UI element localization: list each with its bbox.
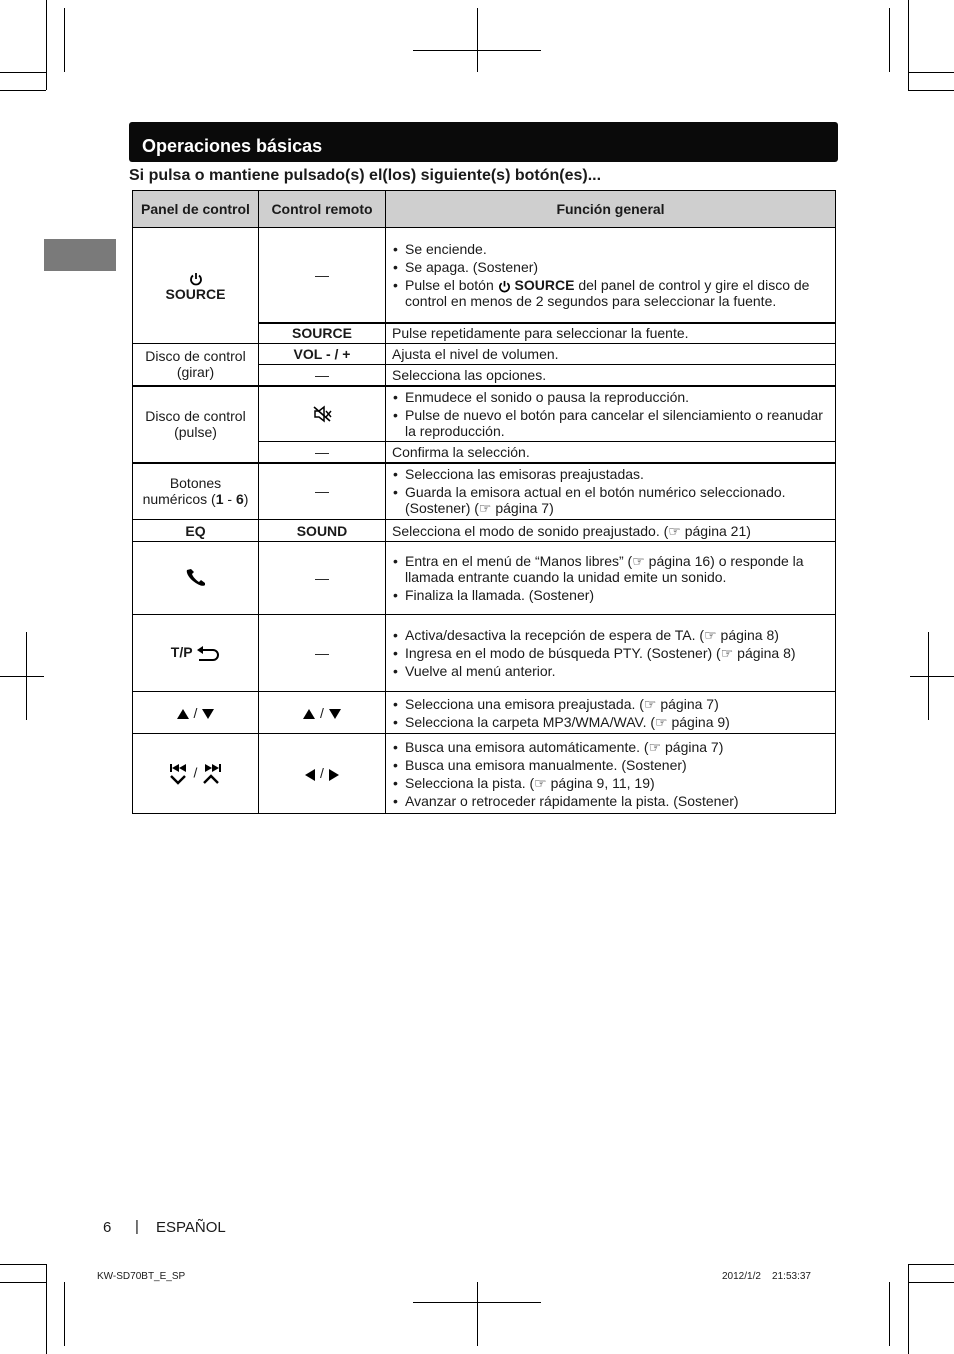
section-banner bbox=[129, 122, 838, 162]
list-item: • Guarda la emisora actual en el botón numérico seleccionado. (Sostener) (☞ página 7) bbox=[405, 484, 829, 516]
num-dash: - bbox=[223, 491, 236, 508]
list-item: • Selecciona las emisoras preajustadas. bbox=[405, 466, 829, 482]
function-cell bbox=[386, 228, 836, 323]
arrow-separator: / bbox=[320, 704, 324, 721]
list-item: • Avanzar o retroceder rápidamente la pista. (Sostener) bbox=[405, 793, 829, 809]
header-remote: Control remoto bbox=[259, 191, 386, 228]
function-cell: Confirma la selección. bbox=[386, 442, 836, 463]
remote-updown bbox=[259, 692, 386, 734]
panel-source-label: SOURCE bbox=[165, 285, 226, 302]
num-close: ) bbox=[243, 491, 249, 508]
function-cell bbox=[386, 734, 836, 814]
panel-numeric-label: Botones numéricos ( bbox=[142, 475, 222, 508]
right-arrow-icon bbox=[328, 768, 340, 782]
back-icon bbox=[196, 646, 220, 662]
function-cell bbox=[386, 463, 836, 520]
next-track-icon bbox=[201, 763, 223, 785]
remote-dash: — bbox=[259, 228, 386, 323]
list-item: • Busca una emisora manualmente. (Sostener) bbox=[405, 757, 829, 773]
remote-dash: — bbox=[259, 442, 386, 463]
list-item-text: Pulse el botón bbox=[405, 276, 494, 293]
table-row bbox=[133, 520, 836, 542]
table-row bbox=[133, 542, 836, 615]
num-6: 6 bbox=[235, 491, 244, 508]
function-cell: Selecciona las opciones. bbox=[386, 365, 836, 386]
left-arrow-icon bbox=[304, 768, 316, 782]
section-tab bbox=[44, 239, 116, 271]
down-arrow-icon bbox=[328, 708, 342, 720]
up-arrow-icon bbox=[302, 708, 316, 720]
panel-dial-press: Disco de control (pulse) bbox=[133, 386, 259, 463]
power-icon bbox=[498, 280, 511, 293]
arrow-separator: / bbox=[193, 764, 198, 781]
phone-icon bbox=[184, 568, 208, 588]
function-cell bbox=[386, 615, 836, 692]
table-row bbox=[133, 386, 836, 442]
list-item: • Vuelve al menú anterior. bbox=[405, 663, 829, 679]
remote-dash: — bbox=[259, 615, 386, 692]
list-item: • Pulse de nuevo el botón para cancelar el silenciamiento o reanudar la reproducción. bbox=[405, 407, 829, 439]
up-arrow-icon bbox=[176, 708, 190, 720]
down-arrow-icon bbox=[201, 708, 215, 720]
list-item: • Selecciona la carpeta MP3/WMA/WAV. (☞ página 9) bbox=[405, 714, 829, 730]
list-item bbox=[405, 277, 829, 309]
page-number: 6 bbox=[103, 1219, 112, 1236]
list-item-text: del panel de control y gire el disco de control en menos de 2 segundos para seleccionar la fuente. bbox=[405, 276, 810, 309]
file-code: KW-SD70BT_E_SP bbox=[97, 1271, 186, 1282]
header-function: Función general bbox=[386, 191, 836, 228]
arrow-separator: / bbox=[193, 704, 198, 721]
panel-tp bbox=[133, 615, 259, 692]
list-item: • Entra en el menú de “Manos libres” (☞ página 16) o responde la llamada entrante cuando la unidad emite un sonido. bbox=[405, 553, 829, 585]
list-item: • Se apaga. (Sostener) bbox=[405, 259, 829, 275]
panel-numeric bbox=[133, 463, 259, 520]
operations-table bbox=[132, 190, 836, 814]
table-header-row bbox=[133, 191, 836, 228]
tp-label: T/P bbox=[170, 644, 193, 661]
list-item: • Activa/desactiva la recepción de espera de TA. (☞ página 8) bbox=[405, 627, 829, 643]
list-item: • Selecciona una emisora preajustada. (☞ página 7) bbox=[405, 696, 829, 712]
panel-phone bbox=[133, 542, 259, 615]
function-cell bbox=[386, 386, 836, 442]
remote-dash: — bbox=[259, 542, 386, 615]
remote-sound: SOUND bbox=[259, 520, 386, 542]
table-heading: Si pulsa o mantiene pulsado(s) el(los) siguiente(s) botón(es)... bbox=[129, 167, 602, 184]
page-separator: | bbox=[135, 1218, 139, 1235]
table-row bbox=[133, 692, 836, 734]
function-cell bbox=[386, 692, 836, 734]
panel-updown bbox=[133, 692, 259, 734]
function-cell: Selecciona el modo de sonido preajustado. (☞ página 21) bbox=[386, 520, 836, 542]
remote-source: SOURCE bbox=[259, 323, 386, 344]
panel-source-cell bbox=[133, 228, 259, 344]
remote-leftright bbox=[259, 734, 386, 814]
list-item: • Finaliza la llamada. (Sostener) bbox=[405, 587, 829, 603]
remote-vol: VOL - / + bbox=[259, 344, 386, 365]
arrow-separator: / bbox=[320, 765, 324, 782]
panel-dial-turn: Disco de control (girar) bbox=[133, 344, 259, 386]
list-item: • Ingresa en el modo de búsqueda PTY. (Sostener) (☞ página 8) bbox=[405, 645, 829, 661]
source-bold: SOURCE bbox=[514, 276, 575, 293]
print-timestamp: 2012/1/2 21:53:37 bbox=[722, 1271, 811, 1282]
list-item: • Enmudece el sonido o pausa la reproducción. bbox=[405, 389, 829, 405]
section-title: Operaciones básicas bbox=[142, 136, 323, 156]
function-cell: Pulse repetidamente para seleccionar la fuente. bbox=[386, 323, 836, 344]
panel-eq: EQ bbox=[133, 520, 259, 542]
table-row bbox=[133, 228, 836, 323]
list-item: • Busca una emisora automáticamente. (☞ página 7) bbox=[405, 739, 829, 755]
table-row bbox=[133, 344, 836, 365]
page-language: ESPAÑOL bbox=[156, 1219, 226, 1236]
panel-skip bbox=[133, 734, 259, 814]
function-cell bbox=[386, 542, 836, 615]
header-panel: Panel de control bbox=[133, 191, 259, 228]
remote-dash: — bbox=[259, 365, 386, 386]
list-item: • Selecciona la pista. (☞ página 9, 11, 19) bbox=[405, 775, 829, 791]
prev-track-icon bbox=[168, 763, 190, 785]
power-icon bbox=[139, 269, 252, 285]
table-row bbox=[133, 734, 836, 814]
table-row bbox=[133, 463, 836, 520]
num-1: 1 bbox=[215, 491, 224, 508]
function-cell: Ajusta el nivel de volumen. bbox=[386, 344, 836, 365]
remote-dash: — bbox=[259, 463, 386, 520]
remote-mute bbox=[259, 386, 386, 442]
table-row bbox=[133, 615, 836, 692]
mute-icon bbox=[312, 405, 332, 423]
list-item: • Se enciende. bbox=[405, 241, 829, 257]
